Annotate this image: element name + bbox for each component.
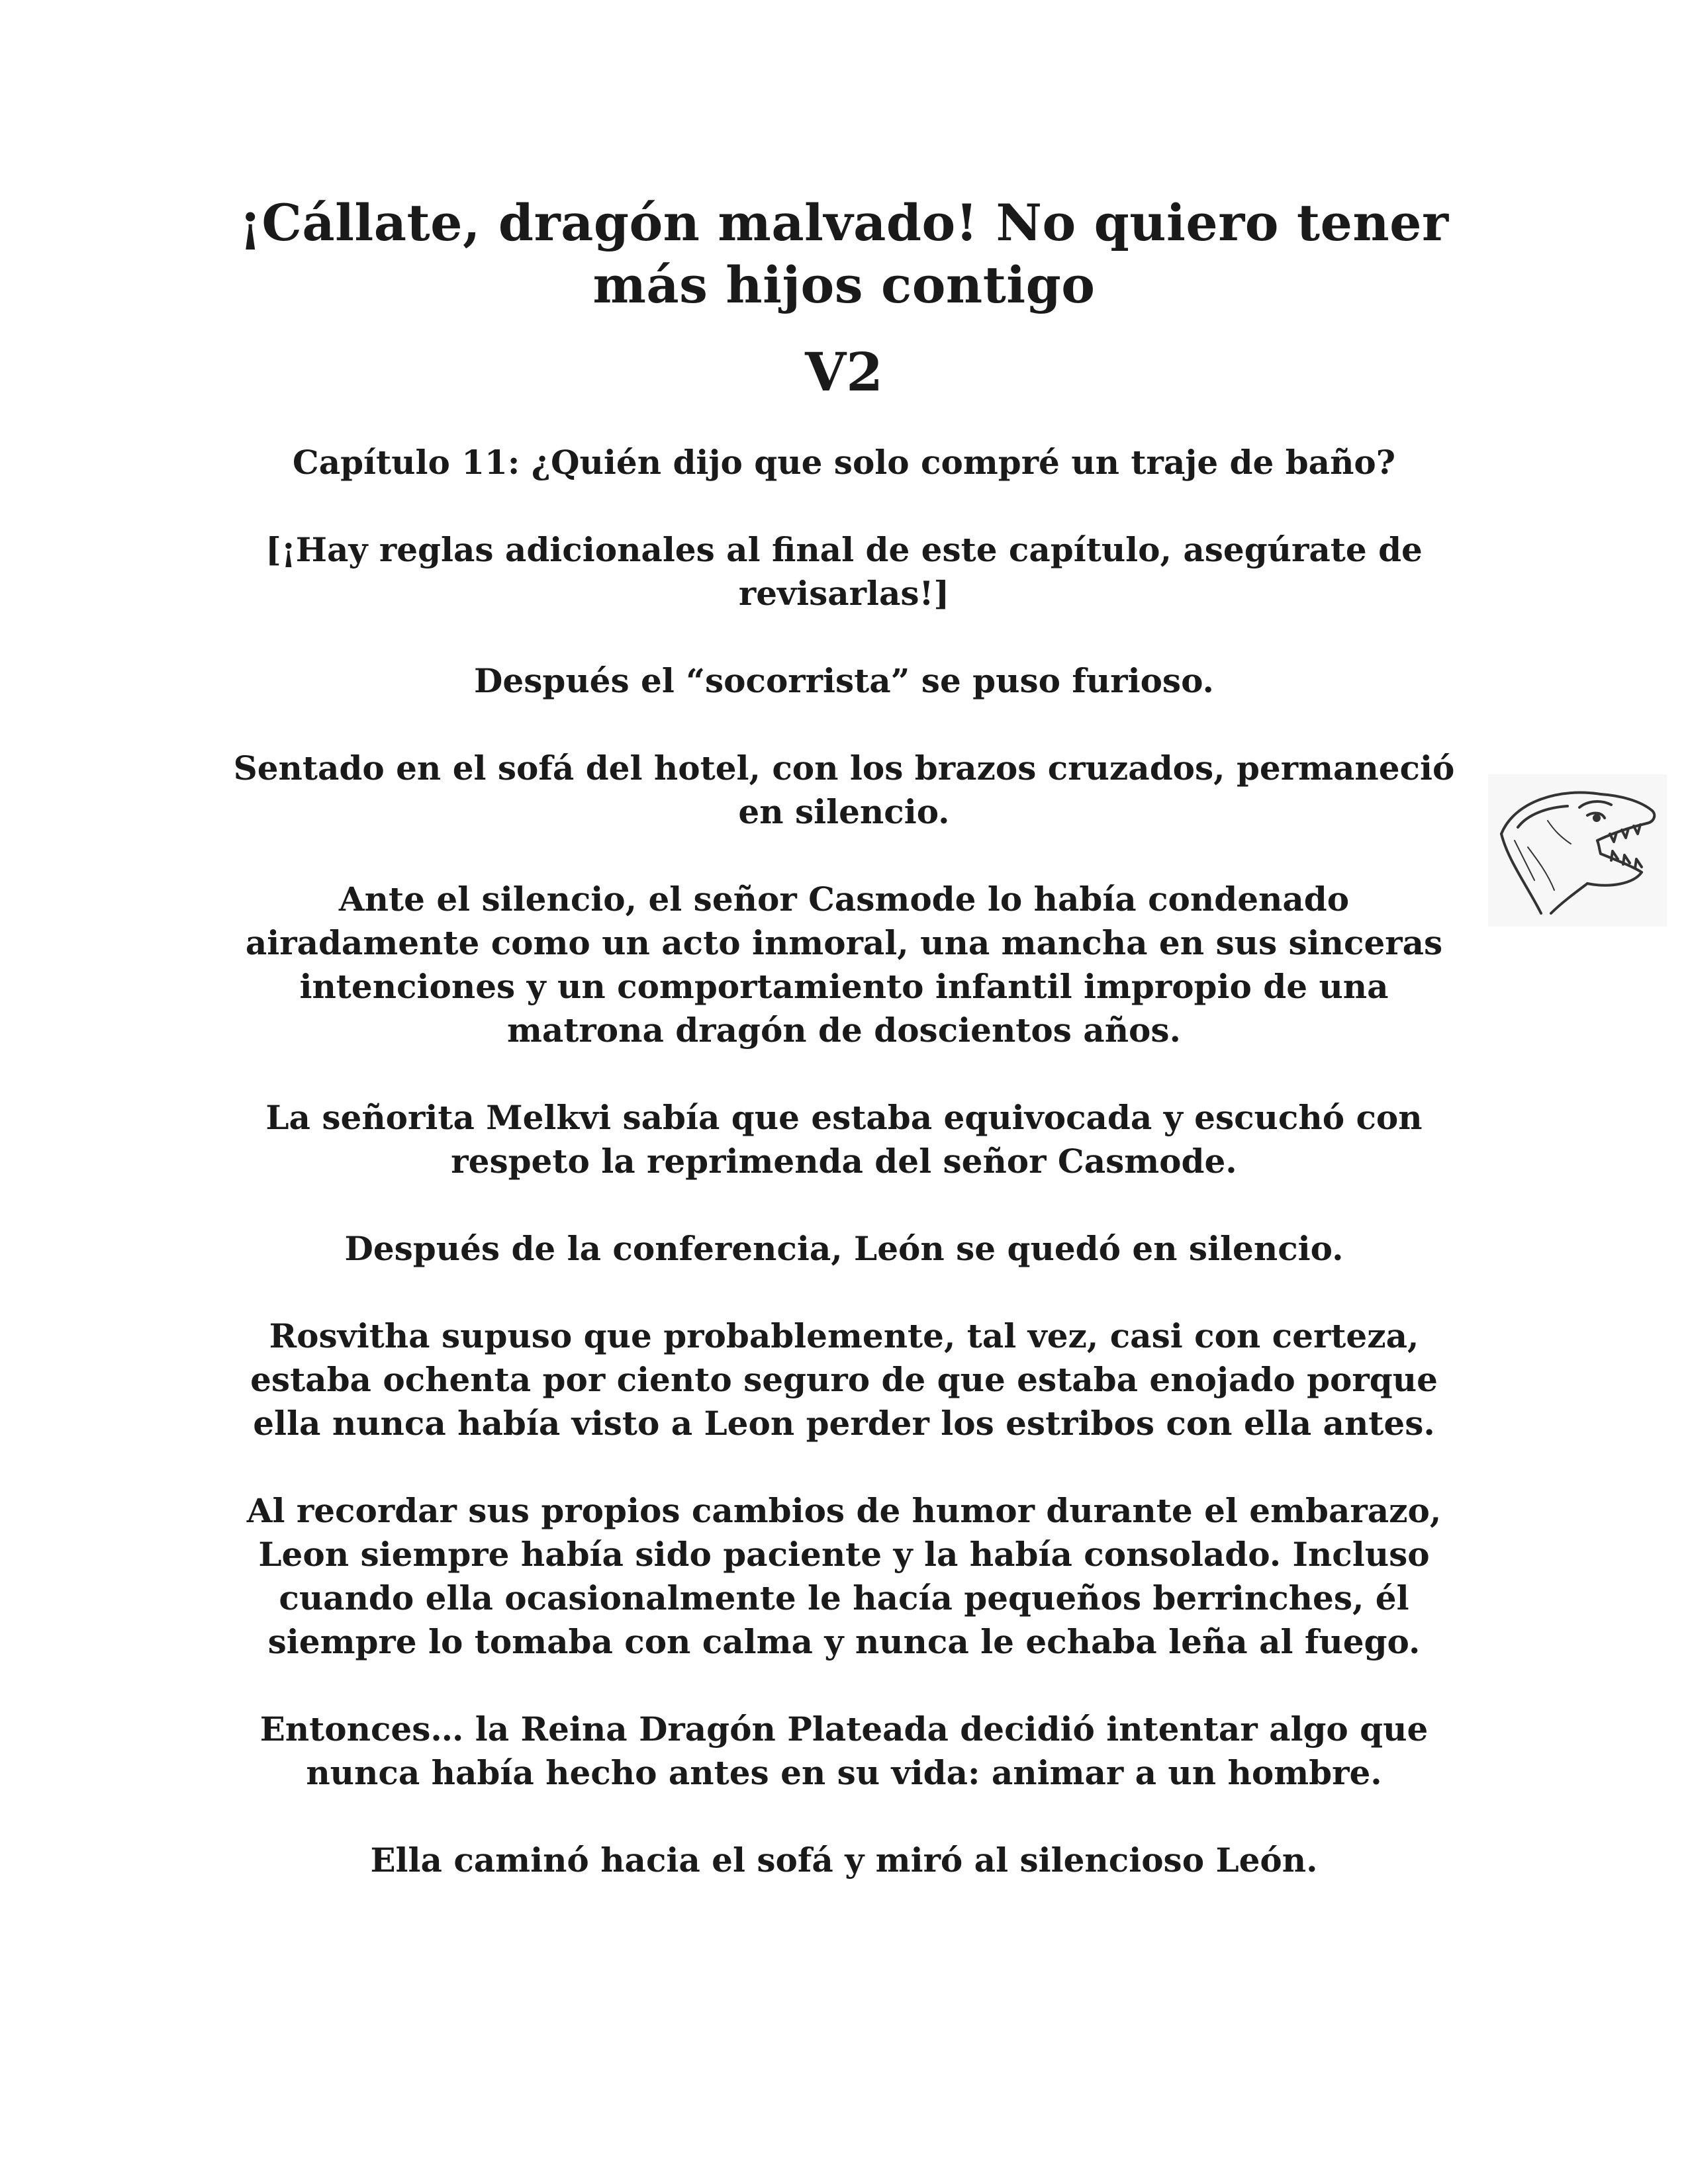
paragraph: Después de la conferencia, León se quedó en silencio.	[344, 1229, 1344, 1268]
volume-label: V2	[805, 341, 883, 403]
document-title: ¡Cállate, dragón malvado! No quiero tener más hijos contigo	[239, 193, 1449, 314]
paragraph: Sentado en el sofá del hotel, con los brazos cruzados, permaneció en silencio.	[233, 749, 1455, 831]
paragraph: Entonces… la Reina Dragón Plateada decidió intentar algo que nunca había hecho antes en su vida: animar a un hombre.	[259, 1709, 1429, 1792]
dragon-head-sketch-icon	[1488, 774, 1667, 927]
paragraph: La señorita Melkvi sabía que estaba equivocada y escuchó con respeto la reprimenda del señor Casmode.	[265, 1098, 1423, 1181]
paragraph: [¡Hay reglas adicionales al final de este capítulo, asegúrate de revisarlas!]	[265, 530, 1423, 613]
paragraph: Rosvitha supuso que probablemente, tal vez, casi con certeza, estaba ochenta por ciento seguro de que estaba enojado porque ella nunca había visto a Leon perder los estribos con ella antes.	[250, 1316, 1438, 1443]
document-page	[218, 192, 1470, 1926]
paragraph: Ella caminó hacia el sofá y miró al silencioso León.	[370, 1841, 1318, 1880]
paragraph: Al recordar sus propios cambios de humor durante el embarazo, Leon siempre había sido paciente y la había consolado. Incluso cuando ella ocasionalmente le hacía pequeños berrinches, él siempre lo tomaba con calma y nunca le echaba leña al fuego.	[246, 1491, 1442, 1661]
chapter-heading: Capítulo 11: ¿Quién dijo que solo compré un traje de baño?	[292, 443, 1396, 482]
paragraph: Después el “socorrista” se puso furioso.	[474, 661, 1214, 700]
paragraph: Ante el silencio, el señor Casmode lo había condenado airadamente como un acto inmoral, una mancha en sus sinceras intenciones y un comportamiento infantil impropio de una matrona dragón de doscientos años.	[245, 880, 1443, 1050]
